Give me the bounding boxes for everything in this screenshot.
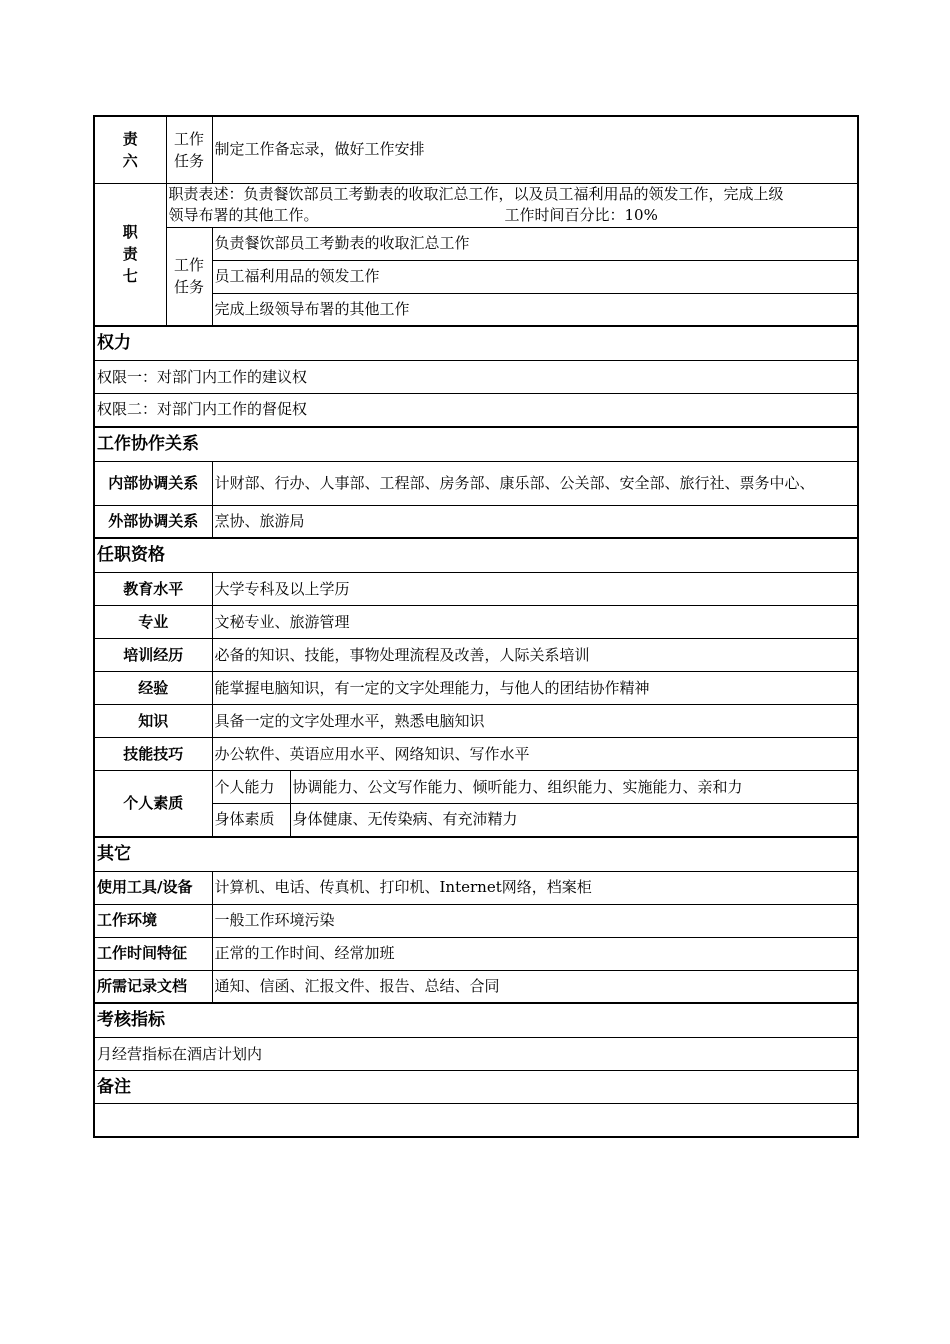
job-description-page [93,115,857,1138]
duty7-time-percent: 工作时间百分比：10% [504,206,658,224]
qualification-label: 培训经历 [94,639,212,672]
duty7-task: 负责餐饮部员工考勤表的收取汇总工作 [212,227,858,260]
other-row [94,904,858,937]
qualification-label: 经验 [94,672,212,705]
duty7-description [166,183,858,227]
other-header-row [94,837,858,872]
qualification-row [94,639,858,672]
other-value: 正常的工作时间、经常加班 [212,937,858,970]
assessment-row [94,1038,858,1071]
remarks-title: 备注 [94,1071,858,1104]
relations-title: 工作协作关系 [94,427,858,462]
external-relations-row [94,505,858,538]
other-label: 使用工具/设备 [94,871,212,904]
qualification-value: 必备的知识、技能，事物处理流程及改善，人际关系培训 [212,639,858,672]
duty6-task: 制定工作备忘录，做好工作安排 [212,116,858,183]
authority-item: 权限一：对部门内工作的建议权 [94,361,858,394]
authority-item: 权限二：对部门内工作的督促权 [94,394,858,427]
personal-sub-label: 身体素质 [212,804,290,837]
remarks-header-row [94,1071,858,1104]
remarks-row [94,1104,858,1137]
duty7-task: 员工福利用品的领发工作 [212,260,858,293]
qualification-row [94,573,858,606]
other-label: 工作环境 [94,904,212,937]
qualification-label: 知识 [94,705,212,738]
personal-quality-label: 个人素质 [94,771,212,837]
duty6-label: 责 六 [94,116,166,183]
remarks-value [94,1104,858,1137]
internal-relations-row [94,461,858,505]
qualification-row [94,672,858,705]
assessment-value: 月经营指标在酒店计划内 [94,1038,858,1071]
personal-sub-value: 身体健康、无传染病、有充沛精力 [290,804,858,837]
internal-relations-label: 内部协调关系 [94,461,212,505]
duty7-desc-line1: 职责表述：负责餐饮部员工考勤表的收取汇总工作，以及员工福利用品的领发工作，完成上级 [168,185,784,203]
other-label: 工作时间特征 [94,937,212,970]
duty6-task-label: 工作 任务 [166,116,212,183]
duty7-task-row [94,227,858,260]
duty6-row [94,116,858,183]
qualification-value: 能掌握电脑知识，有一定的文字处理能力，与他人的团结协作精神 [212,672,858,705]
qualification-label: 专业 [94,606,212,639]
qualification-row [94,606,858,639]
qualification-value: 具备一定的文字处理水平，熟悉电脑知识 [212,705,858,738]
personal-quality-row [94,771,858,804]
assessment-title: 考核指标 [94,1003,858,1038]
personal-sub-value: 协调能力、公文写作能力、倾听能力、组织能力、实施能力、亲和力 [290,771,858,804]
other-value: 通知、信函、汇报文件、报告、总结、合同 [212,970,858,1003]
duty7-task-label: 工作 任务 [166,227,212,326]
external-relations-value: 烹协、旅游局 [212,505,858,538]
other-row [94,937,858,970]
duty7-desc-line2: 领导布署的其他工作。 [168,206,319,224]
authority-header-row [94,326,858,361]
duty7-label: 职 责 七 [94,183,166,326]
qualifications-title: 任职资格 [94,538,858,573]
other-value: 一般工作环境污染 [212,904,858,937]
other-value: 计算机、电话、传真机、打印机、Internet网络，档案柜 [212,871,858,904]
job-description-table [93,115,859,1138]
qualification-value: 大学专科及以上学历 [212,573,858,606]
internal-relations-value: 计财部、行办、人事部、工程部、房务部、康乐部、公关部、安全部、旅行社、票务中心、 [212,461,858,505]
other-row [94,871,858,904]
qualification-value: 办公软件、英语应用水平、网络知识、写作水平 [212,738,858,771]
relations-header-row [94,427,858,462]
other-label: 所需记录文档 [94,970,212,1003]
qualifications-header-row [94,538,858,573]
duty7-task: 完成上级领导布署的其他工作 [212,293,858,326]
authority-row [94,361,858,394]
qualification-row [94,738,858,771]
duty7-desc-row [94,183,858,227]
qualification-label: 教育水平 [94,573,212,606]
personal-sub-label: 个人能力 [212,771,290,804]
assessment-header-row [94,1003,858,1038]
authority-row [94,394,858,427]
qualification-row [94,705,858,738]
qualification-value: 文秘专业、旅游管理 [212,606,858,639]
authority-title: 权力 [94,326,858,361]
qualification-label: 技能技巧 [94,738,212,771]
other-title: 其它 [94,837,858,872]
external-relations-label: 外部协调关系 [94,505,212,538]
other-row [94,970,858,1003]
